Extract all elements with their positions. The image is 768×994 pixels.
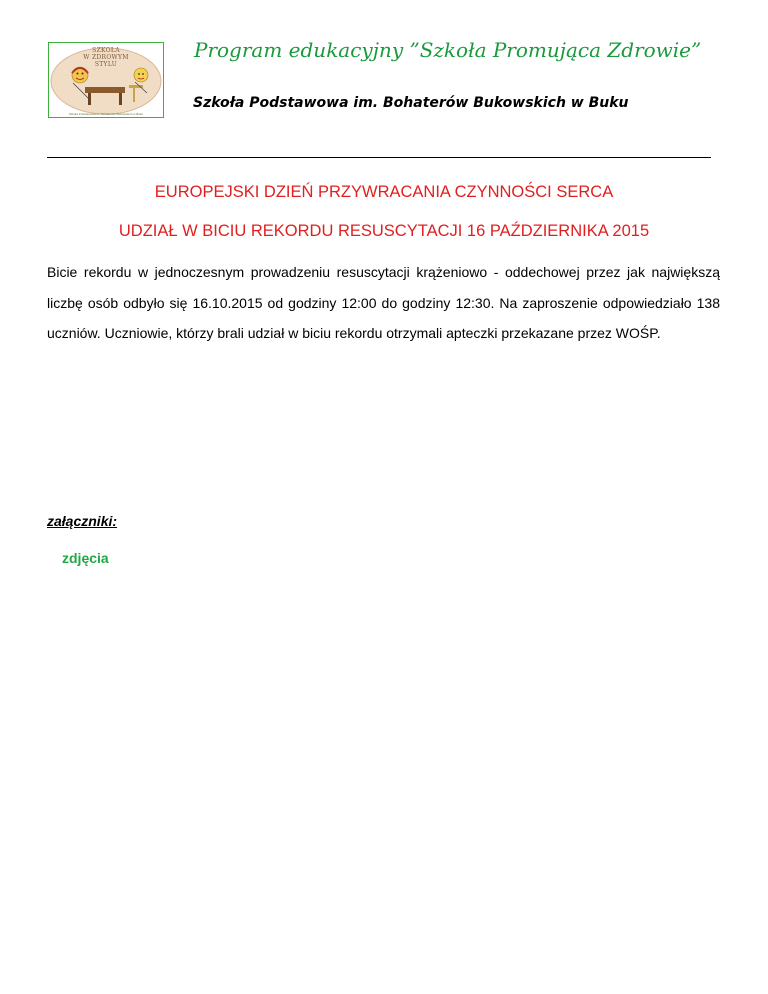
event-subheading: UDZIAŁ W BICIU REKORDU RESUSCYTACJI 16 PAŹDZIERNIKA 2015 (118, 222, 650, 240)
logo-footer-text: Szkoła Podstawowa im. Bohaterów Bukowskich w Buku (68, 112, 144, 116)
event-description: Bicie rekordu w jednoczesnym prowadzeniu resuscytacji krążeniowo - oddechowej przez jak największą liczbę osób odbyło się 16.10.2015 od godziny 12:00 do godziny 12:30. Na zaproszenie odpowiedziało 138 uczniów. Uczniowie, którzy brali udział w biciu rekordu otrzymali apteczki przekazane przez WOŚP. (47, 264, 720, 341)
photos-link[interactable]: zdjęcia (62, 550, 109, 566)
school-name: Szkoła Podstawowa im. Bohaterów Bukowskich w Buku (193, 95, 629, 111)
logo-text-line2: W ZDROWYM (83, 54, 129, 61)
attachments-label: załączniki: (47, 513, 118, 529)
school-logo (48, 42, 164, 118)
program-title: Program edukacyjny ”Szkoła Promująca Zdrowie” (194, 38, 702, 62)
event-heading: EUROPEJSKI DZIEŃ PRZYWRACANIA CZYNNOŚCI SERCA (154, 183, 614, 201)
logo-text-line1: SZKOŁA (92, 47, 120, 54)
header-divider (47, 157, 711, 158)
logo-text-line3: STYLU (94, 61, 118, 68)
